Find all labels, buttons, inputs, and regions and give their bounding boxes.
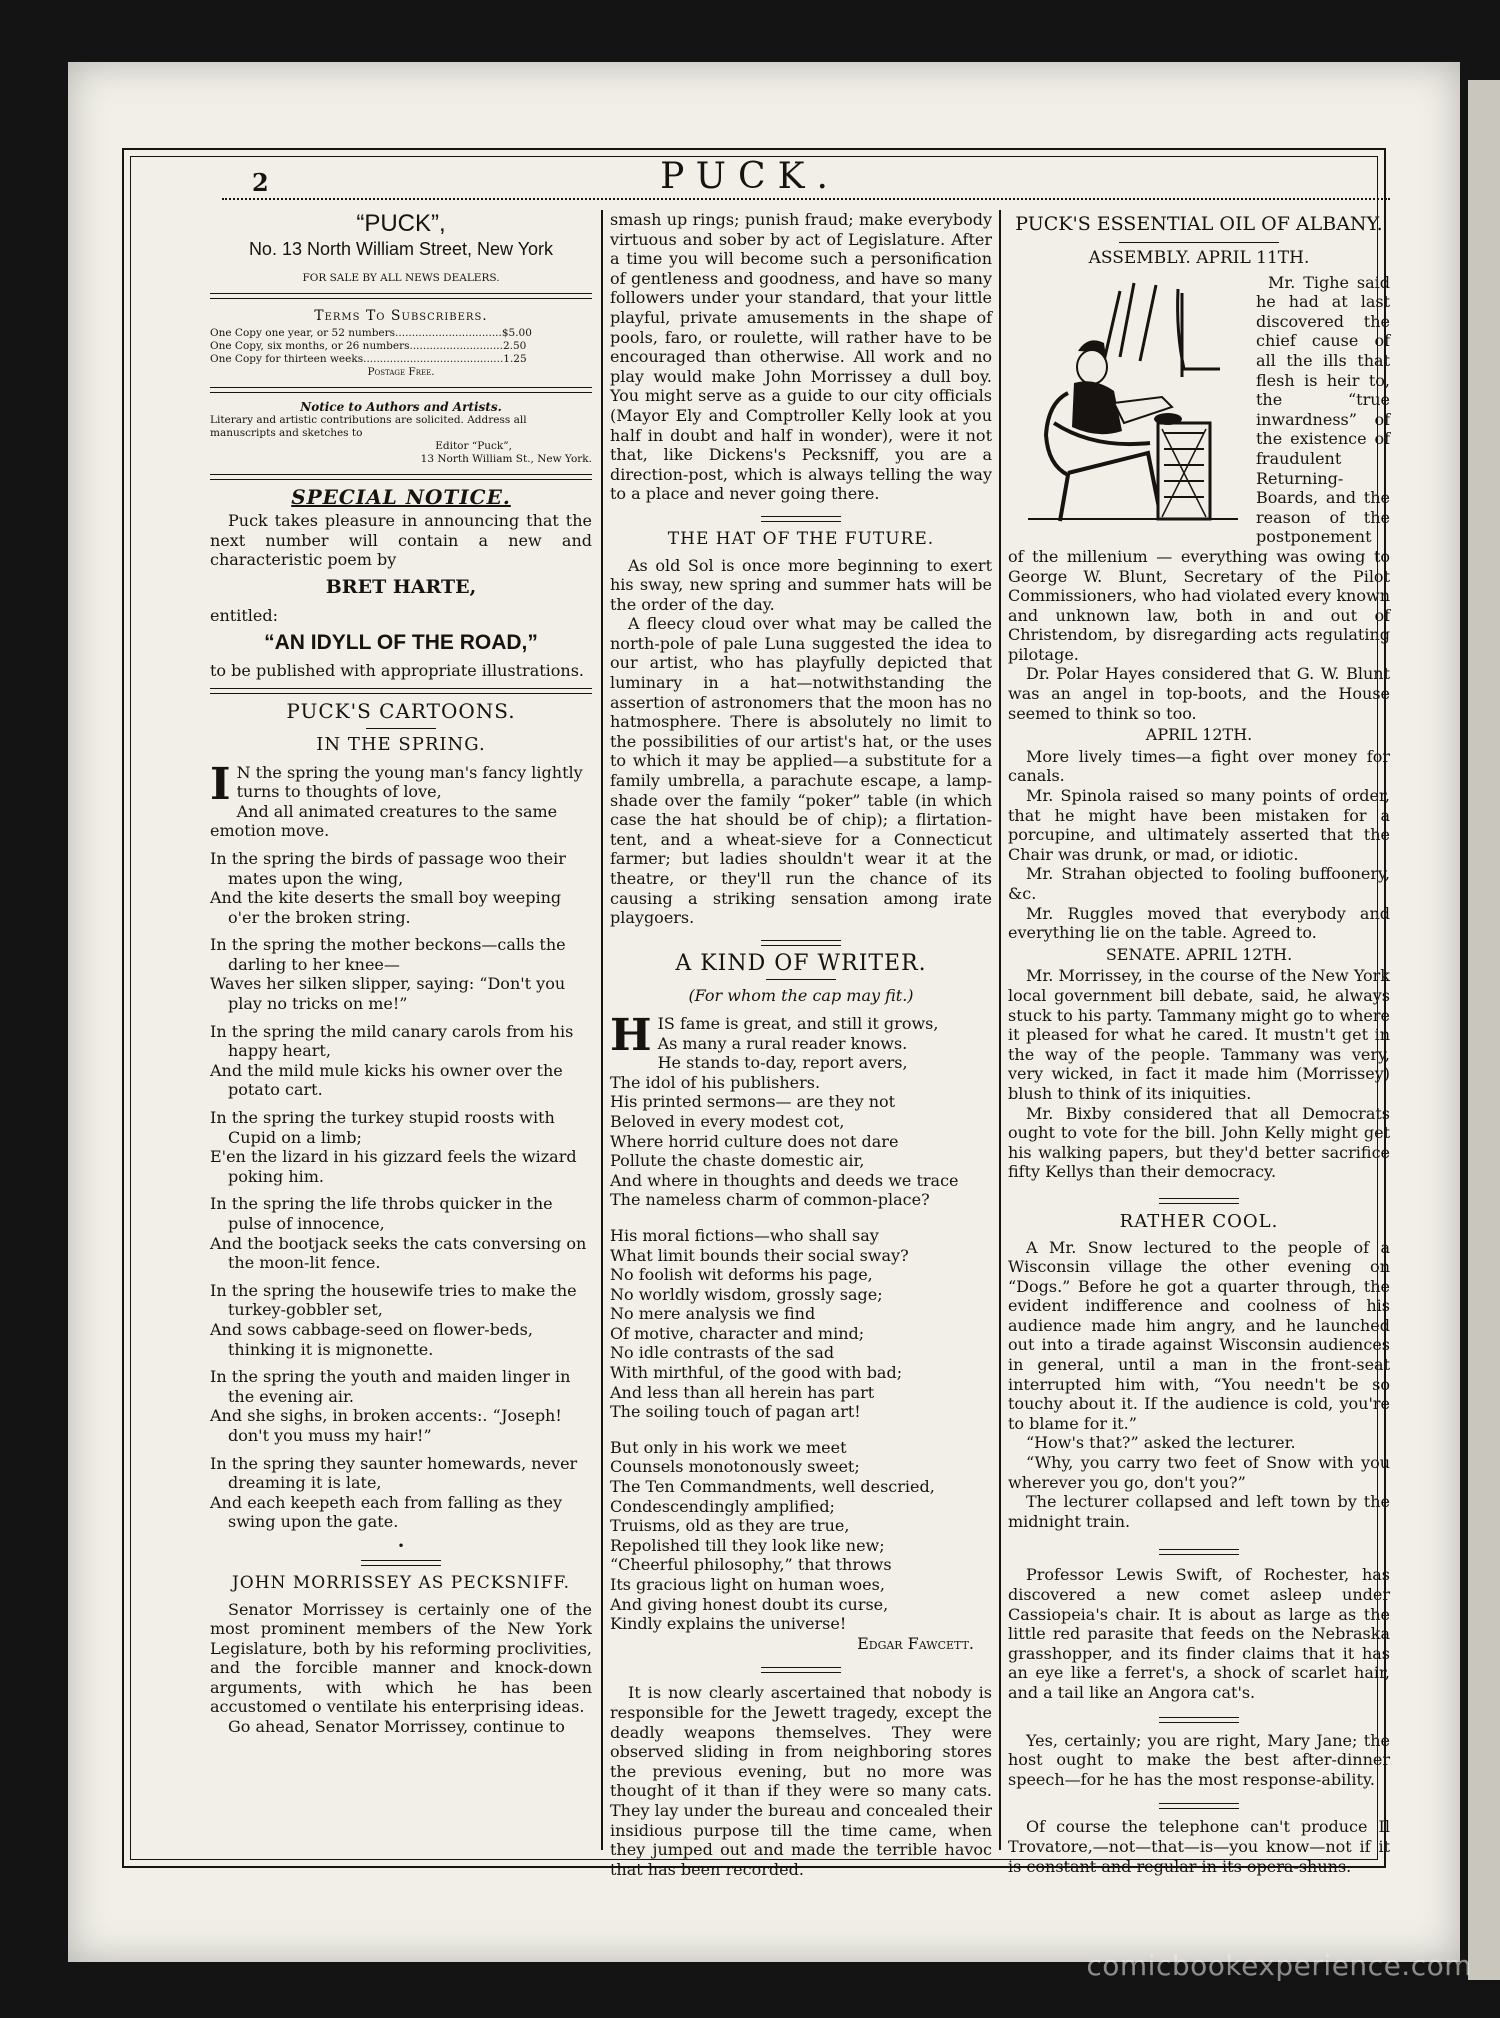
for-sale-line: FOR SALE BY ALL NEWS DEALERS. [302,272,500,284]
verse-line: Condescendingly amplified; [610,1496,835,1516]
oil-title: PUCK'S ESSENTIAL OIL OF ALBANY. [1015,213,1383,235]
bixby-paragraph: Mr. Bixby considered that all Democrats ought to vote for the bill. John Kelly might get his walking papers, but they'd better sacrifice fifty Kellys than their democracy. [1008,1103,1390,1182]
postage-line: Postage Free. [367,365,435,378]
header-rule [222,198,1390,200]
poem-title: “AN IDYLL OF THE ROAD,” [264,631,538,655]
column-rule [999,210,1001,1850]
verse-line: Beloved in every modest cot, [610,1111,845,1131]
terms-line: One Copy for thirteen weeks..........................................1.25 [210,352,527,365]
rule [761,1667,841,1673]
cool-paragraph: The lecturer collapsed and left town by the midnight train. [1008,1492,1390,1531]
verse-line: Truisms, old as they are true, [610,1516,850,1536]
rule [1119,242,1279,243]
terms-title: Terms To Subscribers. [314,308,488,324]
rule [1159,1717,1239,1723]
morrissey-paragraph: Senator Morrissey is certainly one of the most prominent members of the New York Legislature, both by his reforming proclivities, and the forcible manner and knock-down arguments, with which he has been accustomed o ventilate his enterprising ideas. [210,1599,592,1717]
stanza [610,1438,992,1634]
verse-line: What limit bounds their social sway? [610,1245,909,1265]
hat-title: THE HAT OF THE FUTURE. [667,528,935,549]
verse-line: Its gracious light on human woes, [610,1575,885,1594]
swift-paragraph: Professor Lewis Swift, of Rochester, has discovered a new comet asleep under Cassiopeia's chair. It is about as large as the little red parasite that feeds on the Nebraska grasshopper, and its finder claims that it has an eye like a ferret's, a shock of scarlet hair, and a tail like an Angora cat's. [1008,1565,1390,1702]
mary-jane-paragraph: Yes, certainly; you are right, Mary Jane; the host ought to make the best after-dinner speech—for he has the most response-ability. [1008,1730,1390,1789]
verse-line: And the kite deserts the small boy weeping o'er the broken string. [210,888,562,927]
column-rule [601,210,603,1850]
verse-line: And the bootjack seeks the cats conversing on the moon-lit fence. [210,1233,587,1273]
strahan-paragraph: Mr. Strahan objected to fooling buffoonery, &c. [1008,864,1390,903]
morrissey-continued: smash up rings; punish fraud; make everybody virtuous and sober by act of Legislature. After a time you will become such a personification of gentleness and goodness, and have so many followers under your standard, that your little playful, private amusements in the shape of pools, faro, or roulette, will rather have to be encouraged than otherwise. All work and no play would make John Morrissey a dull boy. You might serve as a guide to our city officials (Mayor Ely and Comptroller Kelly look at you half in doubt and half in wonder), were it not that, like Dickens's Pecksniff, you are a direction-post, which is always telling the way to a place and never going there. [610,210,992,504]
senate-heading: SENATE. APRIL 12TH. [1105,944,1293,964]
column-1 [210,210,592,1737]
morrissey-title: JOHN MORRISSEY AS PECKSNIFF. [231,1572,570,1593]
verse-line: In the spring the birds of passage woo their mates upon the wing, [210,848,566,888]
april-12-heading: APRIL 12TH. [1145,725,1253,745]
writer-signature: Edgar Fawcett. [857,1633,974,1653]
stanza [210,1367,592,1445]
column-2 [610,210,992,1879]
verse-line: And less than all herein has part [610,1382,875,1402]
notice-editor: Editor “Puck”, [435,439,512,452]
stanza [210,1022,592,1100]
drop-cap: I [210,758,231,810]
drop-cap: H [610,1009,652,1061]
verse-line: In the spring they saunter homewards, never dreaming it is late, [210,1453,578,1493]
verse-line: In the spring the housewife tries to make the turkey-gobbler set, [210,1280,577,1320]
verse-line: No mere analysis we find [610,1304,816,1324]
rule [210,387,592,393]
verse-line: But only in his work we meet [610,1437,847,1457]
masthead-title: PUCK. [660,156,840,197]
verse-line: And giving honest doubt its curse, [610,1594,889,1614]
rule [210,474,592,480]
morrissey-senate-paragraph: Mr. Morrissey, in the course of the New York local government bill debate, said, he always stuck to his party. Tammany might go to where it pleased for what he cared. It mustn't get in the way of the people. Tammany was very, very wicked, in fact it made him (Morrissey) blush to think of its iniquities. [1008,966,1390,1103]
page-number: 2 [252,168,269,197]
notice-body: Literary and artistic contributions are solicited. Address all manuscripts and sketches to [210,413,527,439]
publication-address: No. 13 North William Street, New York [248,239,554,259]
ruggles-paragraph: Mr. Ruggles moved that everybody and everything lie on the table. Agreed to. [1008,903,1390,943]
verse-line: In the spring the life throbs quicker in the pulse of innocence, [210,1194,553,1233]
assembly-heading: ASSEMBLY. APRIL 11TH. [1088,248,1310,268]
verse-line: Pollute the chaste domestic air, [610,1151,865,1171]
rule [761,940,841,946]
verse-line: N the spring the young man's fancy lightly turns to thoughts of love, [236,762,583,802]
stanza [210,1454,592,1532]
special-notice-end: to be published with appropriate illustrations. [210,660,585,680]
verse-line: The idol of his publishers. [610,1072,821,1092]
publication-name: “PUCK”, [356,210,446,237]
rather-cool-title: RATHER COOL. [1119,1210,1279,1232]
verse-line: With mirthful, of the good with bad; [610,1363,903,1383]
verse-line: Counsels monotonously sweet; [610,1457,860,1477]
stanza [210,1194,592,1272]
rule [361,1560,441,1566]
hat-paragraph: As old Sol is once more beginning to exert his sway, new spring and summer hats will be the order of the day. [610,555,992,614]
verse-line: In the spring the mother beckons—calls the darling to her knee— [210,935,566,974]
stanza [210,935,592,1013]
jewett-paragraph: It is now clearly ascertained that nobody is responsible for the Jewett tragedy, except the deadly weapons themselves. They were observed sliding in from neighboring stores the previous evening, but no more was thought of it than if they were so many cats. They lay under the bureau and concealed their insidious purpose till the time came, when they jumped out and made the terrible havoc that has been recorded. [610,1683,992,1879]
rule [1159,1803,1239,1809]
verse-line: In the spring the youth and maiden linger in the evening air. [210,1367,571,1406]
verse-line: The nameless charm of common-place? [610,1190,930,1210]
ornament: • [397,1538,405,1553]
verse-line: No worldly wisdom, grossly sage; [610,1284,883,1304]
terms-line: One Copy one year, or 52 numbers................................$5.00 [210,326,532,339]
verse-line: The soiling touch of pagan art! [610,1402,861,1422]
verse-line: Kindly explains the universe! [610,1614,847,1634]
verse-line: He stands to-day, report avers, [657,1053,908,1073]
verse-line: Where horrid culture does not dare [610,1131,899,1151]
rule [1159,1198,1239,1204]
rule [761,516,841,522]
verse-line: Repolished till they look like new; [610,1535,885,1555]
verse-line: In the spring the turkey stupid roosts with Cupid on a limb; [210,1108,555,1147]
morrissey-paragraph: Go ahead, Senator Morrissey, continue to [228,1717,565,1737]
cool-paragraph: A Mr. Snow lectured to the people of a Wisconsin village the other evening on “Dogs.” Before he got a quarter through, the evident indifference and coolness of his audience made him angry, and he launched out into a tirade against Wisconsin audiences in general, until a man in the front-seat interrupted him with, “You needn't be so touchy about it. If the audience is cold, you're to blame for it.” [1008,1237,1390,1433]
lively-paragraph: More lively times—a fight over money for canals. [1008,746,1390,786]
gentleman-reading-illustration [1008,273,1248,539]
site-watermark: comicbookexperience.com [1086,1949,1472,1982]
stanza [610,1009,992,1210]
writer-subtitle: (For whom the cap may fit.) [688,986,914,1006]
rule [366,728,436,729]
verse-line: Of motive, character and mind; [610,1323,865,1343]
verse-line: And where in thoughts and deeds we trace [610,1170,959,1190]
verse-line: “Cheerful philosophy,” that throws [610,1555,892,1575]
stanza [210,1108,592,1186]
verse-line: And sows cabbage-seed on flower-beds, thinking it is mignonette. [210,1319,533,1359]
stanza [210,1281,592,1359]
special-notice-title: SPECIAL NOTICE. [291,484,511,509]
verse-line: And the mild mule kicks his owner over the potato cart. [210,1060,563,1100]
hat-paragraph: A fleecy cloud over what may be called the north-pole of pale Luna suggested the idea to our artist, who has playfully depicted that luminary in a hat—notwithstanding the assertion of astronomers that the moon has no hatmosphere. There is absolutely no limit to the possibilities of our artist's hat, or the uses to which it may be applied—a substitute for a family umbrella, a parachute escape, a lamp-shade over the family “poker” table (in which case the hat should be of chip); a flirtation-tent, and a wheat-sieve for a Connecticut farmer; but ladies shouldn't wear it at the theatre, or they'll run the chance of its causing a striking sensation among irate playgoers. [610,614,992,928]
next-page-edge [1468,80,1500,1980]
writer-title: A KIND OF WRITER. [675,950,927,976]
verse-line: Waves her silken slipper, saying: “Don't you play no tricks on me!” [210,974,566,1014]
verse-line: No foolish wit deforms his page, [610,1265,873,1285]
verse-line: E'en the lizard in his gizzard feels the wizard poking him. [210,1147,577,1186]
special-notice-text: Puck takes pleasure in announcing that the next number will contain a new and characteristic poem by [210,511,592,570]
hayes-paragraph: Dr. Polar Hayes considered that G. W. Blunt was an angel in top-boots, and the House seemed to think so too. [1008,664,1390,723]
verse-line: His moral fictions—who shall say [610,1225,879,1245]
notice-title: Notice to Authors and Artists. [300,399,502,414]
entitled-label: entitled: [210,605,278,625]
stanza [210,758,592,841]
telephone-paragraph: Of course the telephone can't produce Il Trovatore,—not—that—is—you know—not if it is constant and regular in its opera-shuns. [1008,1817,1390,1876]
verse-line: The Ten Commandments, well descried, [610,1477,935,1497]
spring-title: IN THE SPRING. [316,733,486,755]
verse-line: And she sighs, in broken accents:. “Joseph! don't you muss my hair!” [210,1406,562,1445]
notice-address: 13 North William St., New York. [420,452,592,465]
column-3 [1008,210,1390,1876]
verse-line: As many a rural reader knows. [657,1033,908,1053]
stanza [610,1226,992,1422]
rule [766,979,836,980]
special-author: BRET HARTE, [325,575,477,598]
verse-line: And all animated creatures to the same emotion move. [210,801,558,841]
spinola-paragraph: Mr. Spinola raised so many points of order, that he might have been mistaken for a porcupine, and ultimately asserted that the Chair was drunk, or mad, or idiotic. [1008,786,1390,864]
verse-line: IS fame is great, and still it grows, [657,1013,939,1033]
stanza [210,849,592,927]
verse-line: His printed sermons— are they not [610,1092,896,1112]
cool-paragraph: “How's that?” asked the lecturer. [1026,1433,1296,1453]
verse-line: In the spring the mild canary carols from his happy heart, [210,1021,574,1061]
rule [1159,1549,1239,1555]
rule [210,293,592,299]
verse-line: No idle contrasts of the sad [610,1343,835,1363]
verse-line: And each keepeth each from falling as they swing upon the gate. [210,1492,563,1532]
tighe-paragraph: Mr. Tighe said he had at last discovered the chief cause of all the ills that flesh is heir to, the “true inwardness” of the existence of fraudulent Returning-Boards, and the reason of the postponement of the millenium — everything was owing to George W. Blunt, Secretary of the Pilot Commissioners, who had violated every known and unknown law, both in and out of Christendom, by disregarding acts regulating pilotage. [1008,272,1390,664]
cool-paragraph: “Why, you carry two feet of Snow with you wherever you go, don't you?” [1008,1453,1390,1492]
rule [210,688,592,694]
cartoons-title: PUCK'S CARTOONS. [286,699,516,724]
terms-line: One Copy, six months, or 26 numbers............................2.50 [210,339,527,352]
